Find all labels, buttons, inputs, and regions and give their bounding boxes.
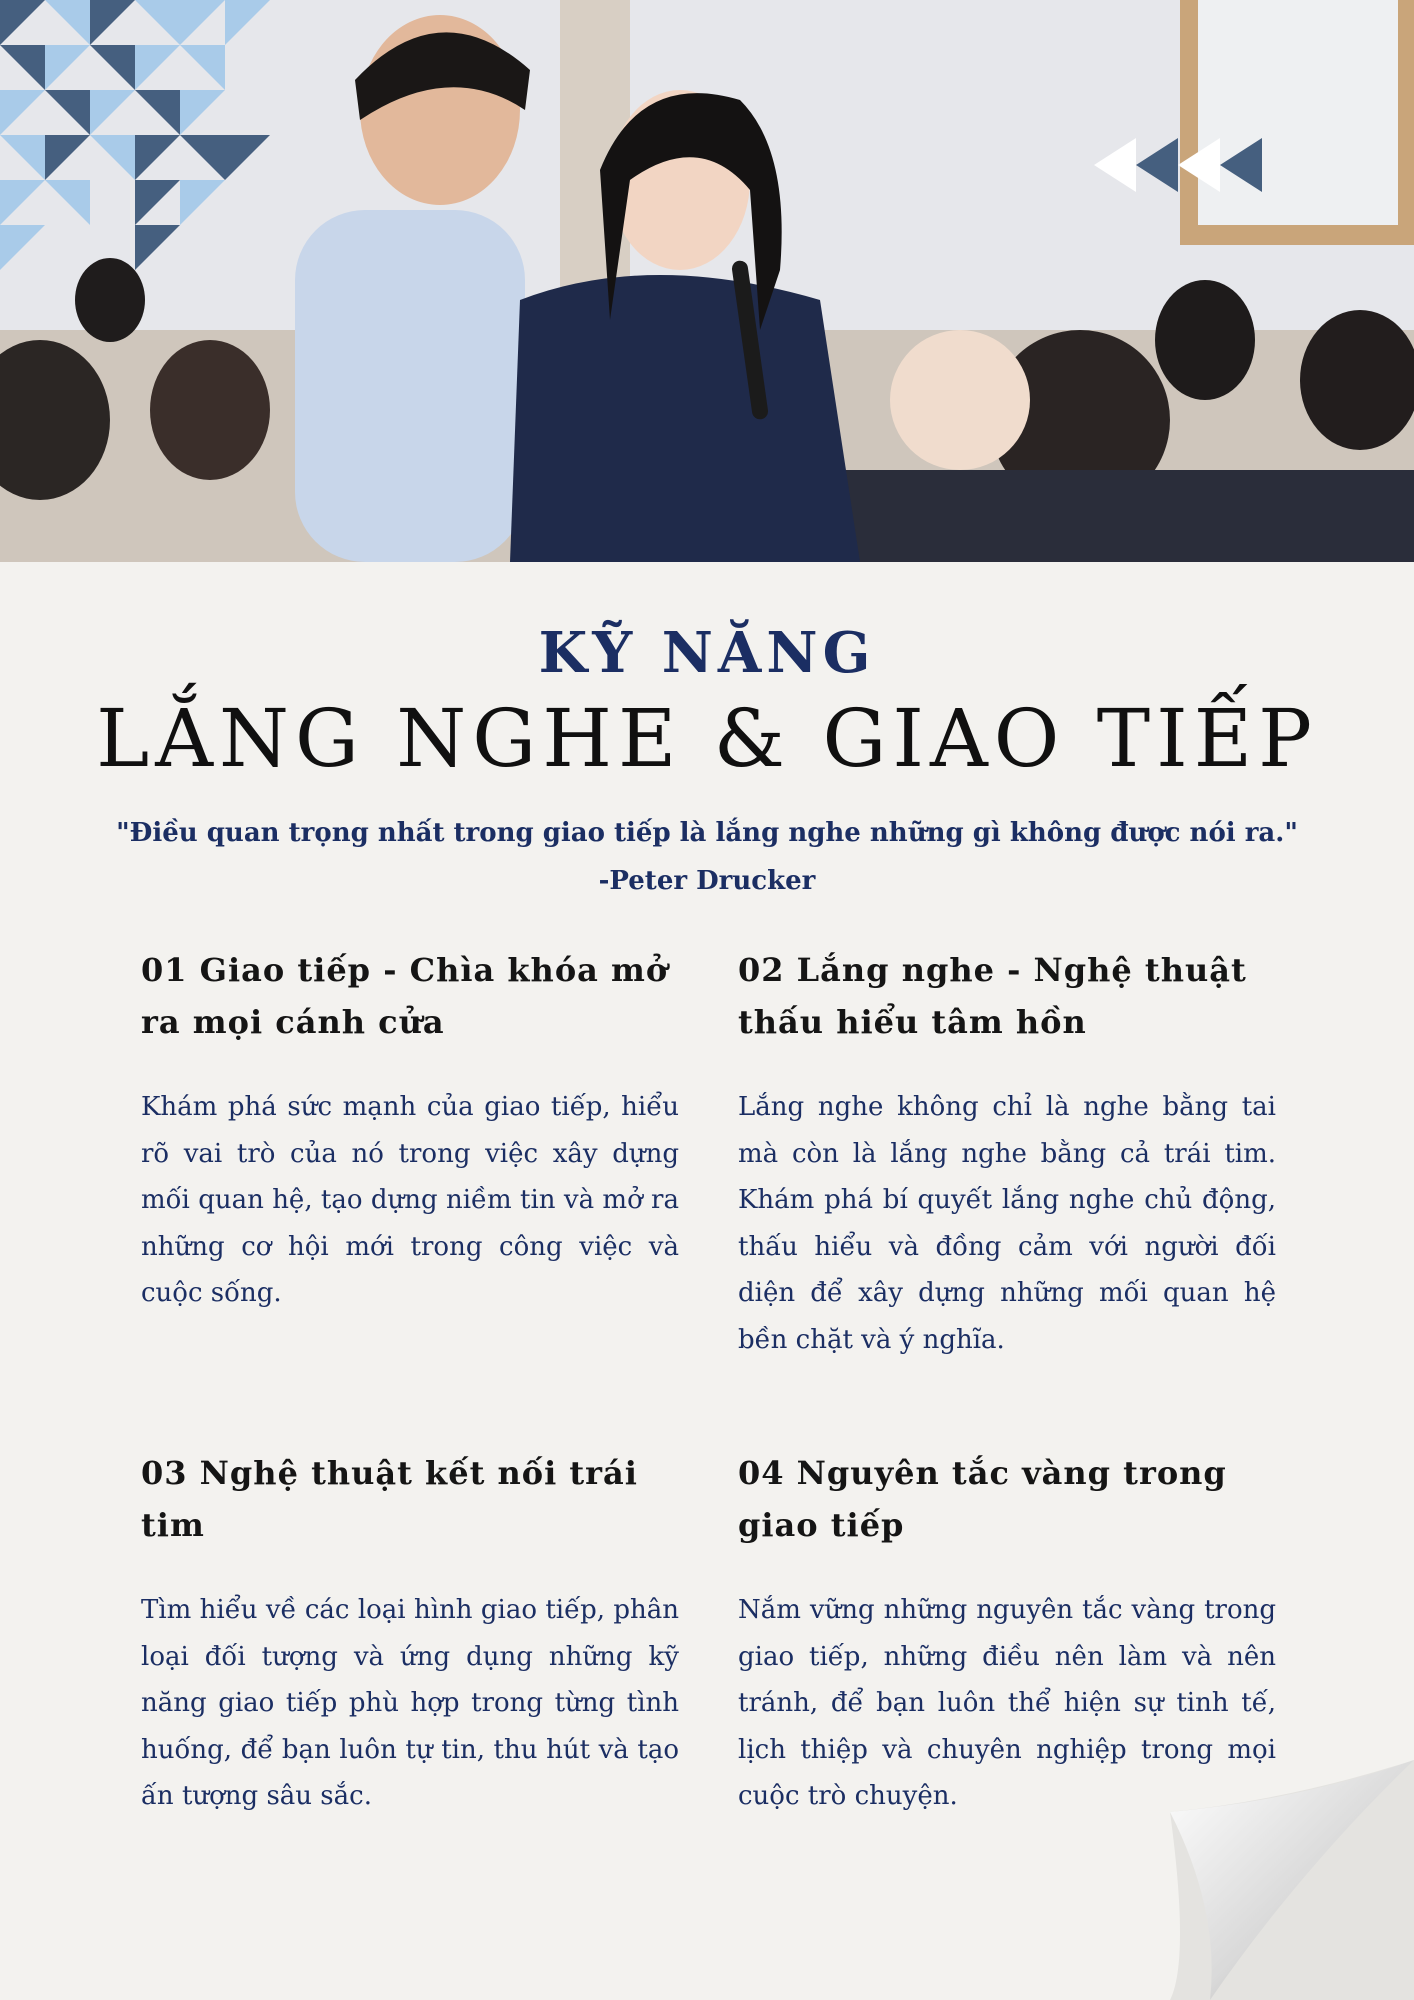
section-body: Khám phá sức mạnh của giao tiếp, hiểu rõ vai trò của nó trong việc xây dựng mối quan hệ, tạo dựng niềm tin và mở ra những cơ hội mới trong công việc và cuộc sống. bbox=[141, 1092, 679, 1308]
page-title: LẮNG NGHE & GIAO TIẾP bbox=[96, 692, 1318, 785]
section-heading: 01 Giao tiếp - Chìa khóa mở ra mọi cánh cửa bbox=[141, 951, 669, 1041]
section-2 bbox=[738, 944, 1276, 1355]
section-3 bbox=[141, 1447, 679, 1811]
section-body: Lắng nghe không chỉ là nghe bằng tai mà còn là lắng nghe bằng cả trái tim. Khám phá bí quyết lắng nghe chủ động, thấu hiểu và đồng cảm với người đối diện để xây dựng những mối quan hệ bền chặt và ý nghĩa. bbox=[738, 1092, 1276, 1355]
triangle-pattern-decoration bbox=[0, 0, 300, 300]
section-body: Nắm vững những nguyên tắc vàng trong giao tiếp, những điều nên làm và nên tránh, để bạn luôn thể hiện sự tinh tế, lịch thiệp và chuyên nghiệp trong mọi cuộc trò chuyện. bbox=[738, 1595, 1276, 1811]
section-heading: 04 Nguyên tắc vàng trong giao tiếp bbox=[738, 1454, 1227, 1544]
title-kicker: KỸ NĂNG bbox=[538, 620, 876, 686]
section-body: Tìm hiểu về các loại hình giao tiếp, phân loại đối tượng và ứng dụng những kỹ năng giao tiếp phù hợp trong từng tình huống, để bạn luôn tự tin, thu hút và tạo ấn tượng sâu sắc. bbox=[141, 1595, 679, 1811]
section-4 bbox=[738, 1447, 1276, 1811]
quote-text: "Điều quan trọng nhất trong giao tiếp là lắng nghe những gì không được nói ra." bbox=[116, 818, 1298, 848]
hero-photo bbox=[0, 0, 1414, 562]
quote-author: -Peter Drucker bbox=[598, 866, 816, 896]
section-heading: 03 Nghệ thuật kết nối trái tim bbox=[141, 1454, 638, 1544]
section-heading: 02 Lắng nghe - Nghệ thuật thấu hiểu tâm hồn bbox=[738, 951, 1247, 1041]
page-curl-icon bbox=[1150, 1760, 1414, 2000]
section-1 bbox=[141, 944, 679, 1308]
arrows-decoration bbox=[1094, 138, 1284, 198]
